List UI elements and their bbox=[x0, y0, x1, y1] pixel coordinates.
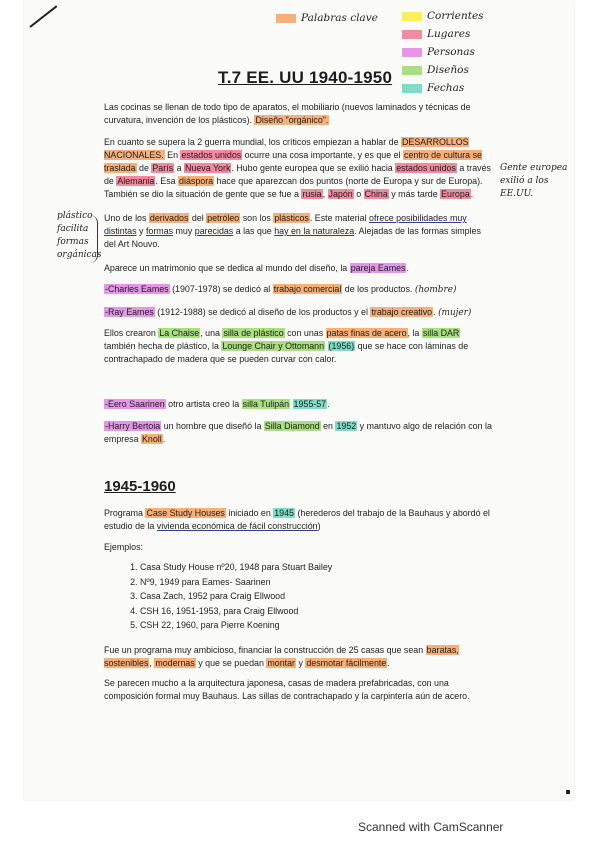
underlined-text: vivienda económica de fácil construcción bbox=[156, 521, 318, 531]
paragraph-saarinen bbox=[104, 398, 494, 411]
text: . Hubo gente europea que se exilió hacia bbox=[231, 163, 396, 173]
text: , bbox=[149, 658, 155, 668]
text: . bbox=[406, 263, 409, 273]
paragraph-case-study bbox=[104, 507, 494, 533]
examples-label: Ejemplos: bbox=[104, 542, 143, 552]
highlight-date: (1956) bbox=[328, 341, 355, 351]
highlight-keyword: diáspora bbox=[179, 176, 214, 186]
paragraph-bertoia bbox=[104, 420, 494, 446]
highlight-person: -Harry Bertoia bbox=[105, 421, 161, 431]
text: . bbox=[162, 434, 166, 444]
text: y que se puedan bbox=[195, 658, 267, 668]
text: a través de bbox=[104, 163, 491, 186]
legend-swatch bbox=[276, 14, 296, 23]
underlined-text: hay en la naturaleza bbox=[274, 226, 355, 236]
underlined-text: parecidas bbox=[194, 226, 234, 236]
text: con unas bbox=[284, 328, 326, 338]
highlight-keyword: desmotar fácilmente bbox=[306, 658, 387, 668]
highlight-keyword: modernas bbox=[155, 658, 195, 668]
text: un hombre que diseñó la bbox=[161, 421, 264, 431]
highlight-date: 1952 bbox=[336, 421, 357, 431]
list-item: 2. Nº9, 1949 para Eames- Saarinen bbox=[140, 575, 520, 590]
text: a bbox=[174, 163, 184, 173]
paragraph-plastics bbox=[104, 212, 494, 251]
legend-label: Diseños bbox=[427, 64, 469, 76]
text: . bbox=[433, 307, 436, 317]
text: Programa bbox=[104, 508, 146, 518]
text: en bbox=[320, 421, 336, 431]
examples-list bbox=[104, 560, 520, 633]
text: En bbox=[164, 150, 181, 160]
text: o bbox=[353, 189, 364, 199]
text: otro artista creo la bbox=[165, 399, 242, 409]
legend-item-keywords bbox=[276, 12, 378, 24]
text: . Esa bbox=[155, 176, 179, 186]
highlight-place: estados unidos bbox=[181, 150, 242, 160]
highlight-keyword: patas finas de acero bbox=[326, 328, 407, 338]
legend-label: Lugares bbox=[427, 28, 471, 40]
list-item: 5. CSH 22, 1960, para Pierre Koening bbox=[140, 618, 520, 633]
list-item: 1. Casa Study House nº20, 1948 para Stuart Bailey bbox=[140, 560, 520, 575]
text: , una bbox=[200, 328, 223, 338]
page-title: T.7 EE. UU 1940-1950 bbox=[218, 68, 393, 87]
highlight-person: pareja Eames bbox=[350, 263, 406, 273]
highlight-person: -Eero Saarinen bbox=[105, 399, 165, 409]
legend-item-currents bbox=[402, 10, 484, 22]
text: ) bbox=[317, 521, 321, 531]
underlined-text: formas bbox=[145, 226, 174, 236]
text: Uno de los bbox=[104, 213, 149, 223]
text: del bbox=[189, 213, 207, 223]
text: y bbox=[136, 226, 146, 236]
margin-note-left: plástico facilita formas orgánicas bbox=[57, 211, 102, 260]
paragraph-charles bbox=[104, 283, 494, 297]
highlight-design: silla Tulipán bbox=[242, 399, 290, 409]
paragraph-program bbox=[104, 644, 494, 670]
text: , la bbox=[407, 328, 422, 338]
pen-dot bbox=[566, 790, 570, 794]
paragraph-eames-couple bbox=[104, 262, 494, 275]
text: . bbox=[327, 399, 330, 409]
text: muy bbox=[173, 226, 195, 236]
text: Ellos crearon bbox=[104, 328, 159, 338]
highlight-date: 1945 bbox=[274, 508, 294, 518]
text: En cuanto se supera la 2 guerra mundial, los críticos empiezan a hablar de bbox=[104, 137, 401, 147]
highlight-person: -Charles Eames bbox=[105, 284, 169, 294]
section-heading: 1945-1960 bbox=[104, 478, 176, 495]
legend-item-dates bbox=[402, 82, 464, 94]
text: hace que aparezcan dos puntos (norte de Europa y sur de Europa). También se dio la situación de gente que se fue a bbox=[104, 176, 483, 199]
highlight-place: Alemania bbox=[117, 176, 155, 186]
legend-item-designs bbox=[402, 64, 469, 76]
text: Las cocinas se llenan de todo tipo de aparatos, el mobiliario (nuevos laminados y técnicas de curvatura, invención de los plásticos). bbox=[104, 102, 471, 125]
highlight-keyword: baratas, sostenibles bbox=[104, 645, 459, 668]
highlight-place: Nueva York bbox=[184, 163, 231, 173]
text: también hecha de plástico, la bbox=[104, 341, 222, 351]
text: , bbox=[322, 189, 328, 199]
text: Aparece un matrimonio que se dedica al mundo del diseño, la bbox=[104, 263, 350, 273]
highlight-keyword: Case Study Houses bbox=[146, 508, 225, 518]
highlight-person: -Ray Eames bbox=[105, 307, 154, 317]
highlight-design: Silla Diamond bbox=[264, 421, 320, 431]
legend-item-people bbox=[402, 46, 475, 58]
text: y bbox=[296, 658, 306, 668]
underlined-text: ofrece posibilidades muy distintas bbox=[104, 213, 467, 236]
highlight-design: silla de plástico bbox=[223, 328, 284, 338]
text: (1907-1978) se dedicó al bbox=[169, 284, 273, 294]
highlight-design: silla DAR bbox=[422, 328, 460, 338]
text: Fue un programa muy ambicioso, financiar la construcción de 25 casas que sean bbox=[104, 645, 426, 655]
legend-swatch bbox=[402, 84, 422, 93]
text: iniciado en bbox=[225, 508, 274, 518]
highlight-keyword: trabajo comercial bbox=[273, 284, 342, 294]
scanner-watermark: Scanned with CamScanner bbox=[358, 820, 504, 834]
legend-swatch bbox=[402, 48, 422, 57]
margin-note-right: Gente europea exilió a los EE.UU. bbox=[500, 163, 568, 199]
text: (1912-1988) se dedicó al diseño de los productos y el bbox=[154, 307, 371, 317]
list-item: 4. CSH 16, 1951-1953, para Craig Ellwood bbox=[140, 604, 520, 619]
highlight-keyword: plásticos bbox=[274, 213, 309, 223]
list-item: 3. Casa Zach, 1952 para Craig Ellwood bbox=[140, 589, 520, 604]
highlight-keyword: DESARROLLOS NACIONALES. bbox=[104, 137, 469, 160]
handwritten-note: (mujer) bbox=[438, 308, 472, 318]
text: a las que bbox=[233, 226, 275, 236]
legend-label: Personas bbox=[427, 46, 475, 58]
paragraph-intro bbox=[104, 101, 494, 127]
text: . bbox=[387, 658, 390, 668]
highlight-keyword: trabajo creativo bbox=[371, 307, 433, 317]
legend-label: Palabras clave bbox=[301, 12, 378, 24]
highlight-place: Europa bbox=[441, 189, 470, 199]
highlight-design: La Chaise bbox=[159, 328, 200, 338]
text: . Este material bbox=[309, 213, 370, 223]
paragraph-designs bbox=[104, 327, 494, 366]
highlight-keyword: Diseño "orgánico". bbox=[255, 115, 329, 125]
text: y mantuvo algo de relación con la empresa bbox=[104, 421, 492, 444]
paragraph-ray bbox=[104, 306, 494, 320]
text: de bbox=[136, 163, 152, 173]
highlight-keyword: derivados bbox=[149, 213, 189, 223]
highlight-place: rusia bbox=[302, 189, 322, 199]
highlight-place: estados unidos bbox=[396, 163, 456, 173]
text: son los bbox=[240, 213, 274, 223]
legend-swatch bbox=[402, 66, 422, 75]
text: de los productos. bbox=[342, 284, 413, 294]
legend-label: Fechas bbox=[427, 82, 465, 94]
paragraph-japanese: Se parecen mucho a la arquitectura japonesa, casas de madera prefabricadas, con una composición formal muy Bauhaus. Las sillas de contrachapado y la carpintería aún de acero. bbox=[104, 678, 470, 701]
highlight-keyword: centro de cultura se traslada bbox=[104, 150, 482, 173]
text: y más tarde bbox=[388, 189, 441, 199]
highlight-keyword: Knoll bbox=[142, 434, 162, 444]
highlight-keyword: montar bbox=[267, 658, 295, 668]
legend-swatch bbox=[402, 12, 422, 21]
highlight-design: Lounge Chair y Ottomann bbox=[222, 341, 325, 351]
legend-swatch bbox=[402, 30, 422, 39]
text: . bbox=[470, 189, 474, 199]
paragraph-postwar bbox=[104, 136, 494, 201]
highlight-place: Japón bbox=[328, 189, 353, 199]
handwritten-note: (hombre) bbox=[414, 285, 457, 295]
text: ocurre una cosa importante, y es que el bbox=[242, 150, 404, 160]
highlight-place: París bbox=[152, 163, 174, 173]
text: . Alejadas de las formas simples del Art Nouvo. bbox=[104, 226, 481, 249]
legend-item-places bbox=[402, 28, 470, 40]
text: que se hace con láminas de contrachapado de madera que se pueden curvar con calor. bbox=[104, 341, 469, 364]
text: (herederos del trabajo de la Bauhaus y abordó el estudio de la bbox=[104, 508, 490, 531]
highlight-place: China bbox=[364, 189, 388, 199]
highlight-keyword: petróleo bbox=[207, 213, 240, 223]
legend-label: Corrientes bbox=[427, 10, 484, 22]
highlight-date: 1955-57 bbox=[293, 399, 327, 409]
